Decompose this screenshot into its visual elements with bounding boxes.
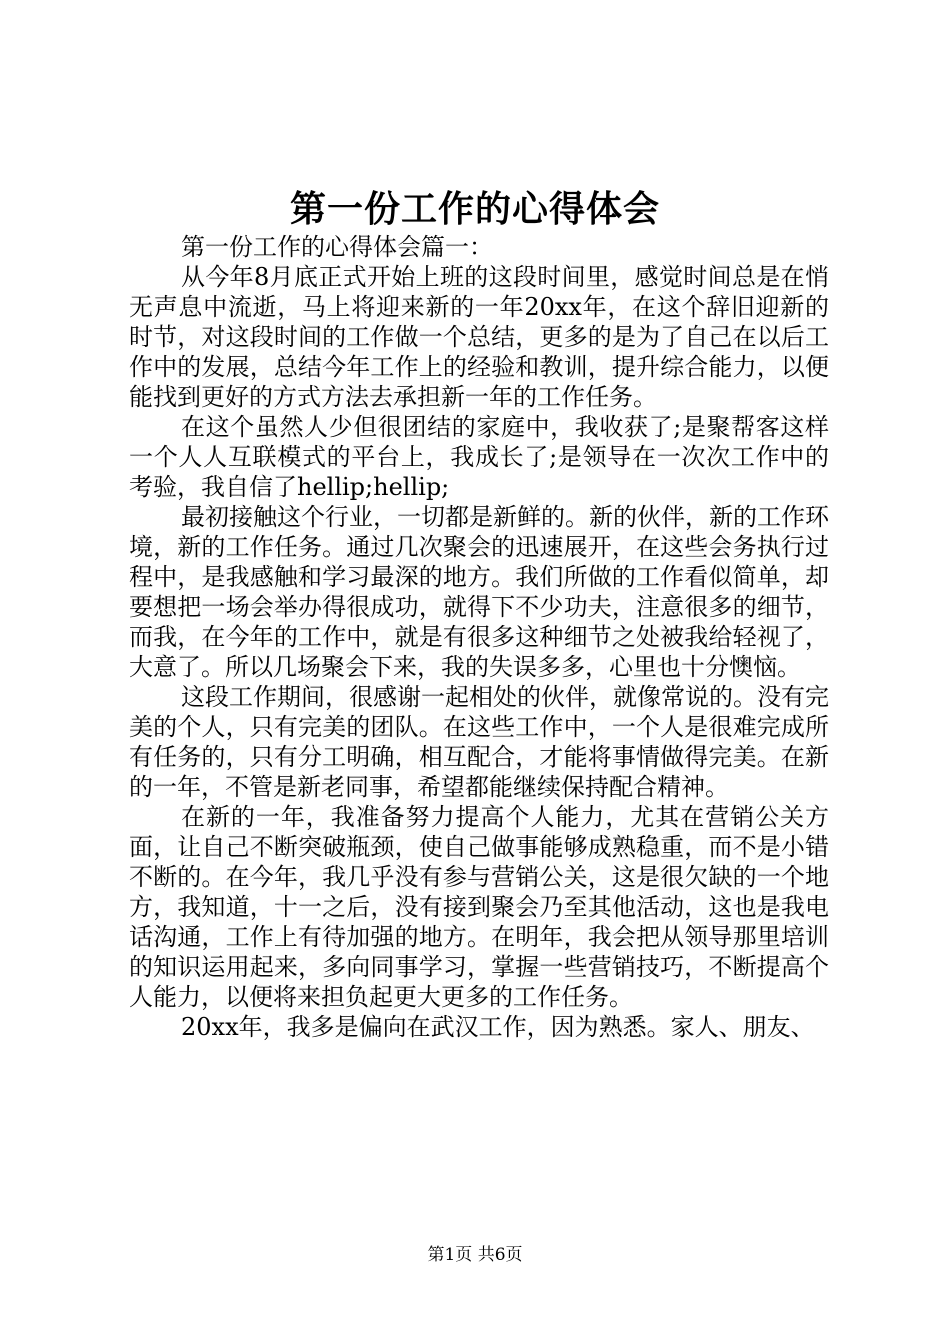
paragraph: 在新的一年，我准备努力提高个人能力，尤其在营销公关方面，让自己不断突破瓶颈，使自己做事能够成熟稳重，而不是小错不断的。在今年，我几乎没有参与营销公关，这是很欠缺的一个地方，我知道，十一之后，没有接到聚会乃至其他活动，这也是我电话沟通，工作上有待加强的地方。在明年，我会把从领导那里培训的知识运用起来，多向同事学习，掌握一些营销技巧，不断提高个人能力，以便将来担负起更大更多的工作任务。 bbox=[129, 803, 829, 1011]
paragraph-section-heading: 第一份工作的心得体会篇一： bbox=[181, 233, 493, 261]
page-footer: 第1页 共6页 bbox=[427, 1245, 523, 1265]
paragraph: 从今年8月底正式开始上班的这段时间里，感觉时间总是在悄无声息中流逝，马上将迎来新的一年20xx年，在这个辞旧迎新的时节，对这段时间的工作做一个总结，更多的是为了自己在以后工作中的发展，总结今年工作上的经验和教训，提升综合能力，以便能找到更好的方式方法去承担新一年的工作任务。 bbox=[129, 263, 829, 411]
document-title: 第一份工作的心得体会 bbox=[289, 188, 660, 230]
paragraph: 20xx年，我多是偏向在武汉工作，因为熟悉。家人、朋友、 bbox=[181, 1013, 815, 1041]
paragraph: 这段工作期间，很感谢一起相处的伙伴，就像常说的。没有完美的个人，只有完美的团队。在这些工作中，一个人是很难完成所有任务的，只有分工明确，相互配合，才能将事情做得完美。在新的一年，不管是新老同事，希望都能继续保持配合精神。 bbox=[129, 683, 829, 801]
document-body bbox=[129, 232, 829, 1042]
paragraph: 在这个虽然人少但很团结的家庭中，我收获了;是聚帮客这样一个人人互联模式的平台上，我成长了;是领导在一次次工作中的考验，我自信了hellip;hellip; bbox=[129, 413, 829, 501]
paragraph: 最初接触这个行业，一切都是新鲜的。新的伙伴，新的工作环境，新的工作任务。通过几次聚会的迅速展开，在这些会务执行过程中，是我感触和学习最深的地方。我们所做的工作看似简单，却要想把一场会举办得很成功，就得下不少功夫，注意很多的细节，而我，在今年的工作中，就是有很多这种细节之处被我给轻视了，大意了。所以几场聚会下来，我的失误多多，心里也十分懊恼。 bbox=[129, 503, 829, 681]
